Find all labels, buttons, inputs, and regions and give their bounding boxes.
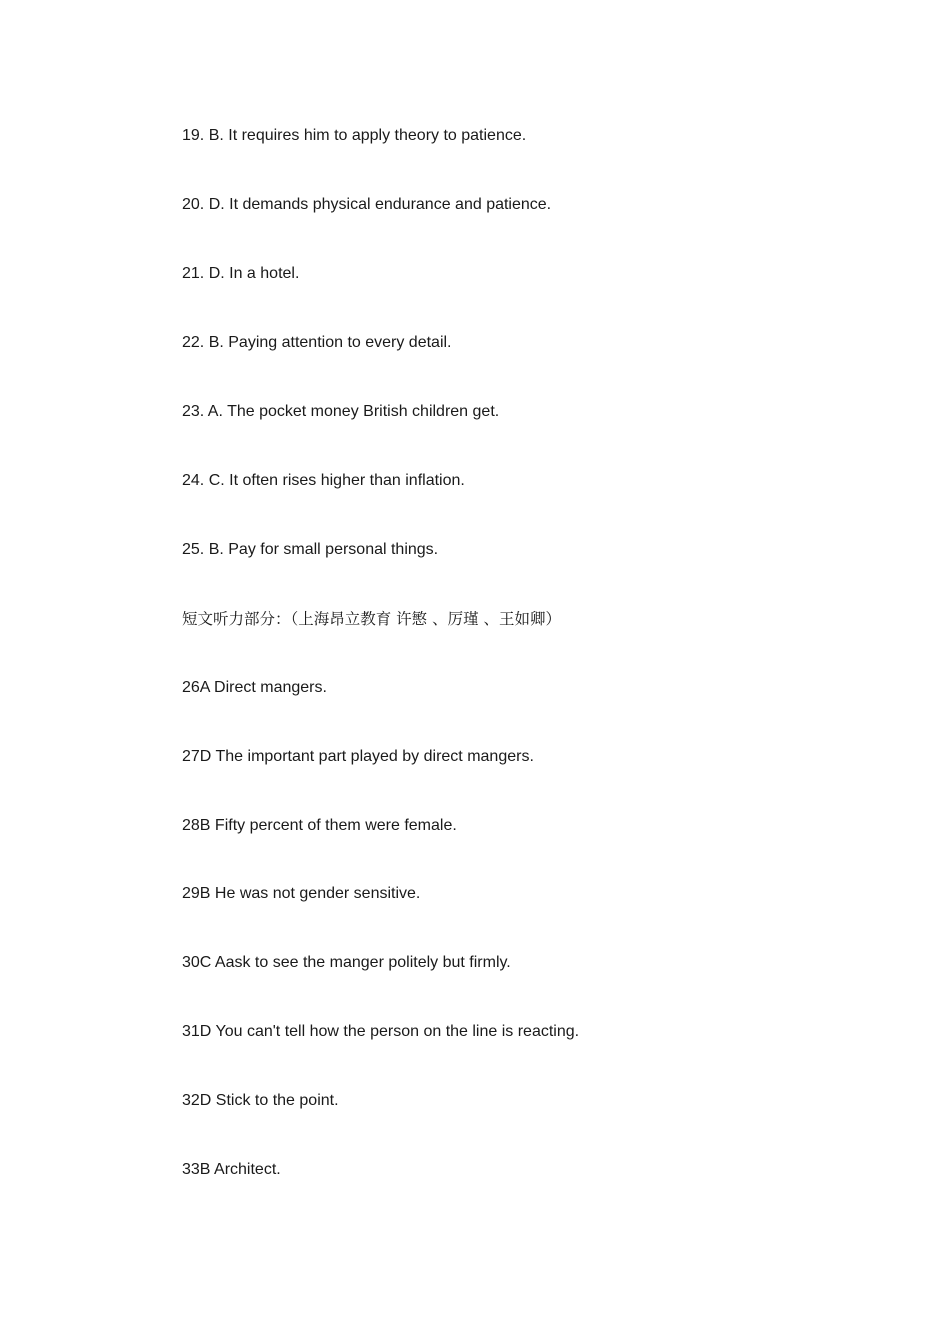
answer-21: 21. D. In a hotel. (182, 265, 300, 282)
section-heading: 短文听力部分：（上海昂立教育 许慜 、厉瑾 、王如卿） (182, 610, 562, 628)
answer-20: 20. D. It demands physical endurance and patience. (182, 196, 552, 213)
answer-26: 26A Direct mangers. (182, 679, 327, 696)
answer-27: 27D The important part played by direct mangers. (182, 748, 534, 765)
answer-29: 29B He was not gender sensitive. (182, 885, 421, 902)
answer-24: 24. C. It often rises higher than inflation. (182, 472, 465, 489)
answer-23: 23. A. The pocket money British children get. (182, 403, 500, 420)
answer-22: 22. B. Paying attention to every detail. (182, 334, 452, 351)
answer-25: 25. B. Pay for small personal things. (182, 541, 439, 558)
answer-19: 19. B. It requires him to apply theory to patience. (182, 127, 527, 144)
answer-30: 30C Aask to see the manger politely but firmly. (182, 954, 511, 971)
answer-32: 32D Stick to the point. (182, 1092, 339, 1109)
answer-28: 28B Fifty percent of them were female. (182, 817, 457, 834)
answer-31: 31D You can't tell how the person on the line is reacting. (182, 1023, 580, 1040)
answer-33: 33B Architect. (182, 1161, 281, 1178)
